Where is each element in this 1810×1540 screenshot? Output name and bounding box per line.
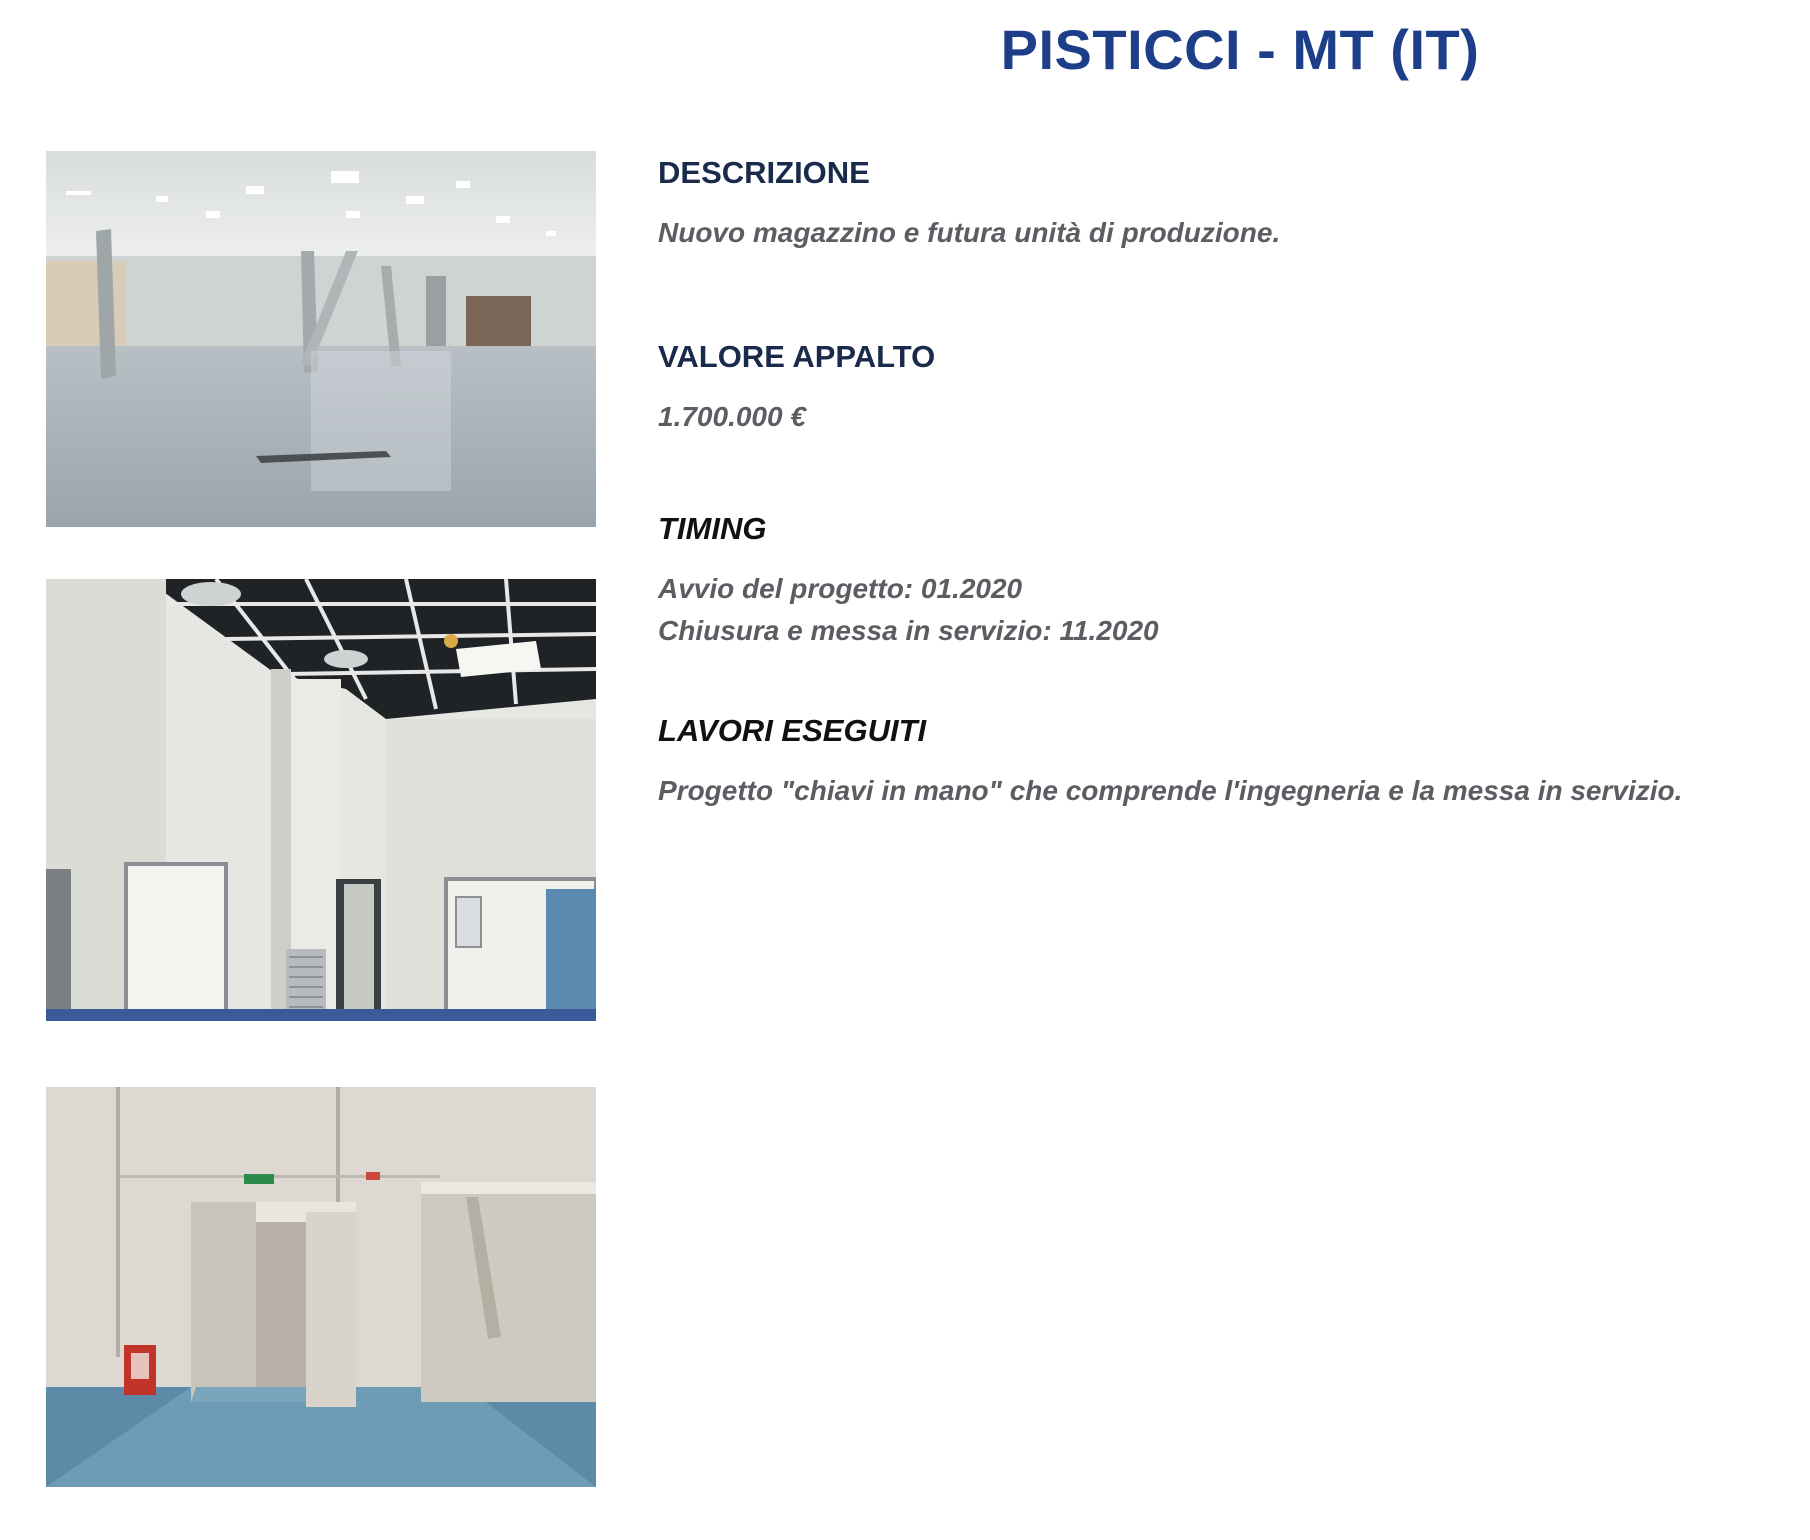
lavori-eseguiti-text: Progetto "chiavi in mano" che comprende l'ingegneria e la messa in servizio.: [658, 775, 1683, 806]
warehouse-interior-icon: [46, 151, 596, 527]
descrizione-heading: DESCRIZIONE: [658, 155, 870, 190]
timing-end-text: Chiusura e messa in servizio: 11.2020: [658, 615, 1159, 646]
timing-start-text: Avvio del progetto: 01.2020: [658, 573, 1023, 604]
valore-appalto-text: 1.700.000 €: [658, 401, 806, 432]
valore-appalto-heading: VALORE APPALTO: [658, 339, 936, 374]
lavori-eseguiti-heading: LAVORI ESEGUITI: [658, 713, 927, 748]
project-details: [658, 150, 1778, 812]
cleanroom-corridor-icon: [46, 579, 596, 1021]
timing-heading: TIMING: [658, 511, 767, 546]
warehouse-interior-photo: [46, 151, 596, 527]
page-title: PISTICCI - MT (IT): [1000, 18, 1480, 81]
production-hall-icon: [46, 1087, 596, 1487]
descrizione-text: Nuovo magazzino e futura unità di produzione.: [658, 217, 1281, 248]
cleanroom-corridor-photo: [46, 579, 596, 1021]
production-hall-photo: [46, 1087, 596, 1487]
